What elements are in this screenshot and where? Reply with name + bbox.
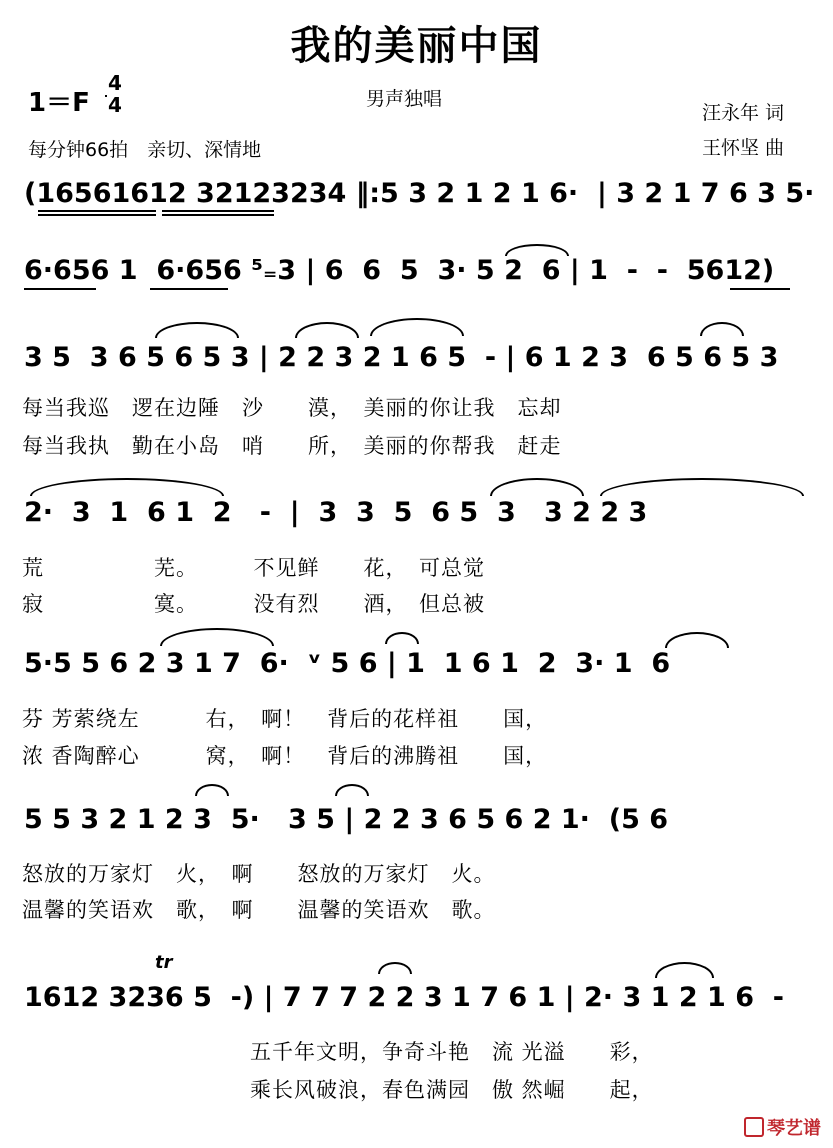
slur — [385, 632, 419, 644]
trill-mark: tr — [155, 952, 173, 973]
slur — [155, 322, 239, 338]
system-7-notes: 1612 3236 5 -) | 7 7 7 2 2 3 1 7 6 1 | 2· 3 1 2 1 6 - — [24, 982, 784, 1013]
beam — [150, 288, 228, 290]
slur — [665, 632, 729, 648]
system-5-lyrics-1: 芬 芳萦绕左 右， 啊！ 背后的花样祖 国， — [22, 707, 548, 731]
performance-type: 男声独唱 — [366, 88, 443, 110]
system-7-lyrics-2: 乘长风破浪，春色满园 傲 然崛 起， — [250, 1078, 654, 1102]
key-signature: 1＝F — [28, 88, 90, 118]
slur — [195, 784, 229, 796]
system-1-notes: (16561612 32123234 ‖:5 3 2 1 2 1 6· | 3 2 1 7 6 3 5· — [24, 178, 815, 209]
slur — [700, 322, 744, 336]
time-bottom: 4 — [108, 93, 122, 117]
system-6-lyrics-2: 温馨的笑语欢 歌， 啊 温馨的笑语欢 歌。 — [22, 898, 496, 922]
system-4-lyrics-2: 寂 寞。 没有烈 酒， 但总被 — [22, 592, 485, 616]
time-signature — [102, 72, 128, 116]
beam — [162, 214, 274, 216]
beam — [38, 210, 156, 212]
composer: 王怀坚 曲 — [702, 137, 785, 159]
lyricist: 汪永年 词 — [702, 102, 785, 124]
system-5-notes: 5·5 5 6 2 3 1 7 6· ᵛ 5 6 | 1 1 6 1 2 3· 1 6 — [24, 648, 671, 679]
beam — [730, 288, 790, 290]
slur — [160, 628, 274, 646]
watermark-text: 琴艺谱 — [767, 1118, 821, 1139]
beam — [38, 214, 156, 216]
beam — [162, 210, 274, 212]
song-title: 我的美丽中国 — [290, 22, 543, 69]
system-6-lyrics-1: 怒放的万家灯 火， 啊 怒放的万家灯 火。 — [22, 862, 496, 886]
slur — [505, 244, 569, 256]
slur — [30, 478, 224, 496]
system-5-lyrics-2: 浓 香陶醉心 窝， 啊！ 背后的沸腾祖 国， — [22, 744, 548, 768]
system-7-lyrics-1: 五千年文明，争奇斗艳 流 光溢 彩， — [250, 1040, 654, 1064]
logo-icon — [744, 1117, 764, 1137]
watermark-logo — [744, 1114, 821, 1140]
slur — [490, 478, 584, 496]
time-top: 4 — [108, 71, 122, 95]
system-2-notes: 6·656 1 6·656 ⁵₌3 | 6 6 5 3· 5 2 6 | 1 - - 5612) — [24, 255, 775, 286]
tempo-marking: 每分钟66拍 亲切、深情地 — [28, 139, 262, 161]
system-4-notes: 2· 3 1 6 1 2 - | 3 3 5 6 5 3 3 2 2 3 — [24, 497, 648, 528]
system-6-notes: 5 5 3 2 1 2 3 5· 3 5 | 2 2 3 6 5 6 2 1· (5 6 — [24, 804, 669, 835]
system-3-lyrics-2: 每当我执 勤在小岛 哨 所， 美丽的你帮我 赶走 — [22, 434, 562, 458]
slur — [600, 478, 804, 496]
slur — [295, 322, 359, 338]
system-3-notes: 3 5 3 6 5 6 5 3 | 2 2 3 2 1 6 5 - | 6 1 2 3 6 5 6 5 3 — [24, 342, 779, 373]
slur — [335, 784, 369, 796]
system-4-lyrics-1: 荒 芜。 不见鲜 花， 可总觉 — [22, 556, 485, 580]
slur — [378, 962, 412, 974]
slur — [655, 962, 714, 978]
beam — [24, 288, 96, 290]
slur — [370, 318, 464, 336]
system-3-lyrics-1: 每当我巡 逻在边陲 沙 漠， 美丽的你让我 忘却 — [22, 396, 562, 420]
